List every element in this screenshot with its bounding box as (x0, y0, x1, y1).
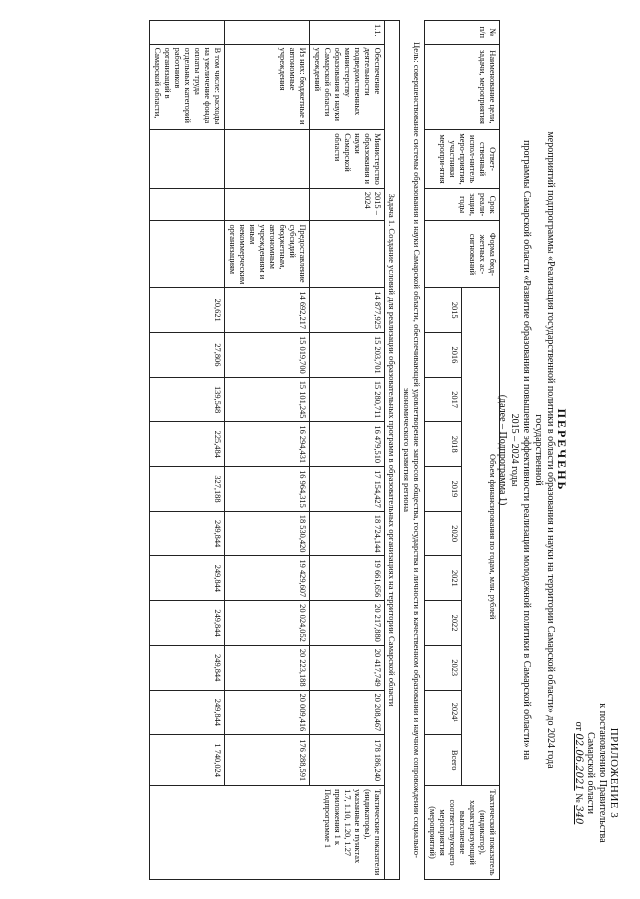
task-text: Задача 1. Создание условий для реализации образовательных программ в образовательных организациях на территории Самарской области (385, 21, 400, 880)
total-header: Всего (425, 735, 463, 786)
col-form-header: Форма бюд-жетных ас-сигнований (425, 221, 500, 288)
value-cell: 20 208,467 (310, 690, 385, 735)
col-term-header: Срок реали-зации, годы (425, 188, 500, 221)
date-prefix: от (573, 721, 584, 731)
appendix-line1: к постановлению Правительства (597, 703, 608, 843)
row-name: В том числе: расходы на увеличение фонда оплаты труда отдельных категорий работников организаций в Самарской области, (150, 44, 225, 130)
value-cell: 20 009,416 (225, 690, 310, 735)
measures-table (149, 20, 500, 880)
year-header: 2017 (425, 377, 463, 422)
handwritten-date: 02.06.2021 (573, 733, 584, 791)
row-name: Из них: бюджетные и автономные учреждения (225, 44, 310, 130)
row-executor: Министерство образования и науки Самарской области (310, 130, 385, 189)
value-cell: 15 203,701 (310, 333, 385, 378)
col-executor-header: Ответ-ственный испол-нитель меро-приятия, участники меропри-ятия (425, 130, 500, 189)
row-number: 1.1. (310, 21, 385, 45)
value-cell: 15 019,700 (225, 333, 310, 378)
value-cell: 249,844 (150, 556, 225, 601)
year-header: 2024¹ (425, 690, 463, 735)
year-header: 2022 (425, 601, 463, 646)
row-form (310, 221, 385, 288)
number-prefix: № (573, 793, 584, 803)
task-row (385, 21, 400, 880)
value-cell: 20 223,188 (225, 645, 310, 690)
document-title-block (496, 130, 568, 770)
document-title: ПЕРЕЧЕНЬ (555, 408, 569, 492)
year-header: 2019 (425, 467, 463, 512)
value-cell: 19 429,607 (225, 556, 310, 601)
value-cell: 20,621 (150, 288, 225, 333)
row-form: Предоставление субсидий бюджетным, автономным учреждениям и иным некоммерческим организациям (225, 221, 310, 288)
goal-row (400, 21, 425, 880)
value-cell: 16 964,315 (225, 467, 310, 512)
year-header: 2020 (425, 511, 463, 556)
appendix-date-line (572, 663, 584, 883)
handwritten-number: 340 (573, 805, 584, 825)
value-cell: 20 417,749 (310, 645, 385, 690)
value-cell: 17 154,427 (310, 467, 385, 512)
col-name-header: Наименование цели, задачи, мероприятия (425, 44, 500, 130)
funding-header: Объем финансирования по годам, млн. рублей (462, 288, 500, 786)
title-line3: (далее – Подпрограмма 1) (497, 394, 508, 506)
table-row (150, 21, 225, 880)
col-indicator-header: Тактический показатель (индикатор), характеризующий выполнение соответствующего мероприятия (мероприятий) (425, 786, 500, 880)
year-header: 2023 (425, 645, 463, 690)
year-header: 2016 (425, 333, 463, 378)
total-cell: 178 186,240 (310, 735, 385, 786)
value-cell: 139,548 (150, 377, 225, 422)
value-cell: 249,844 (150, 511, 225, 556)
value-cell: 249,844 (150, 645, 225, 690)
title-line2: программы Самарской области «Развитие образования и повышение эффективности реализации молодежной политики в Самарской области» на 2015 – 2024 годы (509, 140, 532, 760)
row-indicator: Тактические показатели (индикаторы), указанные в пунктах 1.7, 1.10, 1.20, 1.27 приложения 1 к Подпрограмме 1 (150, 786, 385, 880)
total-cell: 1 740,024 (150, 735, 225, 786)
value-cell: 15 101,245 (225, 377, 310, 422)
value-cell: 20 024,052 (225, 601, 310, 646)
value-cell: 16 294,431 (225, 422, 310, 467)
appendix-title: ПРИЛОЖЕНИЕ 3 (608, 727, 620, 819)
appendix-line2: Самарской области (585, 732, 596, 814)
title-line1: мероприятий подпрограммы «Реализация государственной политики в области образования и науки на территории Самарской области» до 2024 года государственной (533, 131, 556, 769)
year-header: 2015 (425, 288, 463, 333)
table-row (225, 21, 310, 880)
total-cell: 176 288,591 (225, 735, 310, 786)
value-cell: 18 530,420 (225, 511, 310, 556)
value-cell: 225,484 (150, 422, 225, 467)
appendix-block (572, 663, 620, 883)
value-cell: 14 692,217 (225, 288, 310, 333)
value-cell: 18 724,144 (310, 511, 385, 556)
value-cell: 15 280,711 (310, 377, 385, 422)
value-cell: 249,844 (150, 601, 225, 646)
row-term: 2015 – 2024 (310, 188, 385, 221)
year-header: 2018 (425, 422, 463, 467)
row-name: Обеспечение деятельности подведомственных министерству образования и науки Самарской области учреждений (310, 44, 385, 130)
goal-text: Цель: совершенствование системы образования и науки Самарской области, обеспечивающей удовлетворение запросов общества, государства и личности в качественном образовании и научном сопровождении социально-экономического развития региона (400, 21, 425, 880)
value-cell: 249,844 (150, 690, 225, 735)
value-cell: 27,806 (150, 333, 225, 378)
header-row (462, 21, 500, 880)
value-cell: 16 479,510 (310, 422, 385, 467)
value-cell: 20 217,880 (310, 601, 385, 646)
year-header: 2021 (425, 556, 463, 601)
value-cell: 19 661,656 (310, 556, 385, 601)
value-cell: 14 877,925 (310, 288, 385, 333)
table-row (310, 21, 385, 880)
value-cell: 327,188 (150, 467, 225, 512)
col-num-header: № п/п (425, 21, 500, 45)
